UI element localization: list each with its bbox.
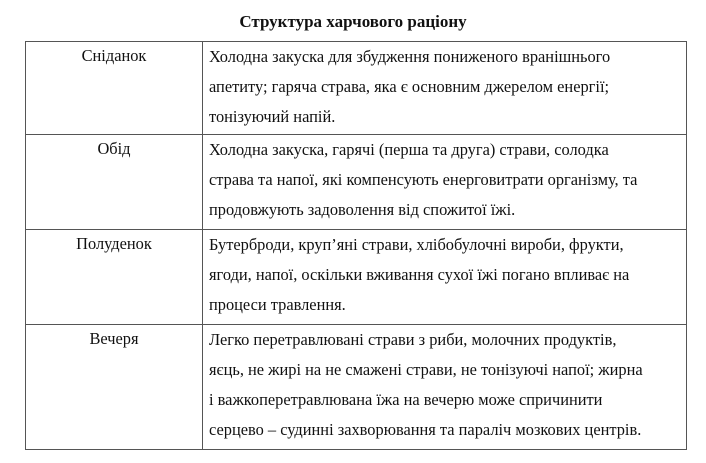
meal-name-cell: Полуденок [26, 230, 203, 325]
table-row-afternoon-snack [26, 230, 687, 325]
description-line: яєць, не жирі на не смажені страви, не тонізуючі напої; жирна [209, 360, 643, 379]
description-line: тонізуючий напій. [209, 107, 336, 126]
table-row-dinner [26, 325, 687, 450]
description-line: Холодна закуска, гарячі (перша та друга) страви, солодка [209, 140, 609, 159]
description-line: серцево – судинні захворювання та параліч мозкових центрів. [209, 420, 642, 439]
table-row-lunch [26, 135, 687, 230]
description-line: ягоди, напої, оскільки вживання сухої їжі погано впливає на [209, 265, 630, 284]
meal-description-cell [203, 230, 687, 325]
description-line: страва та напої, які компенсують енерговитрати організму, та [209, 170, 638, 189]
description-line: продовжують задоволення від спожитої їжі. [209, 200, 516, 219]
document-title: Структура харчового раціону [239, 12, 467, 31]
meal-description-cell [203, 135, 687, 230]
meal-name-cell: Обід [26, 135, 203, 230]
description-line: Холодна закуска для збудження пониженого вранішнього [209, 47, 611, 66]
meal-name-cell: Сніданок [26, 42, 203, 135]
description-line: апетиту; гаряча страва, яка є основним джерелом енергії; [209, 77, 610, 96]
description-line: Легко перетравлювані страви з риби, молочних продуктів, [209, 330, 617, 349]
meal-name-cell: Вечеря [26, 325, 203, 450]
meal-description-cell [203, 325, 687, 450]
description-line: і важкоперетравлювана їжа на вечерю може спричинити [209, 390, 603, 409]
description-line: процеси травлення. [209, 295, 346, 314]
table-row-breakfast [26, 42, 687, 135]
meal-description-cell [203, 42, 687, 135]
diet-structure-table [25, 41, 687, 450]
description-line: Бутерброди, круп’яні страви, хлібобулочні вироби, фрукти, [209, 235, 624, 254]
